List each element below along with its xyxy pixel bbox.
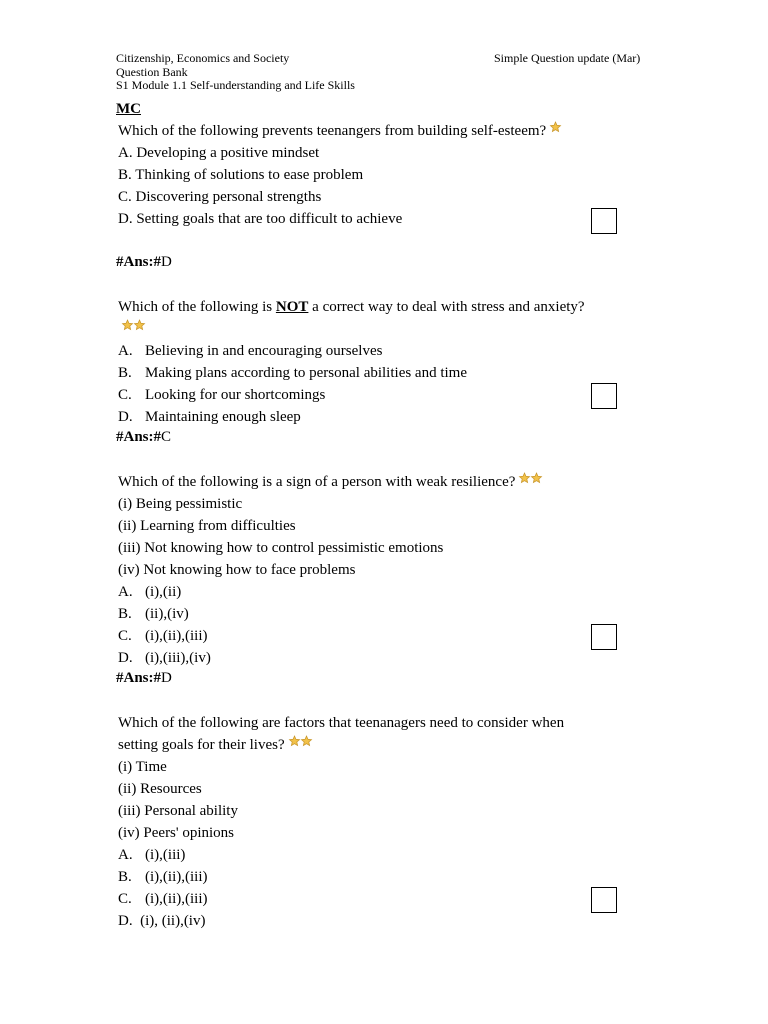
star-icon — [133, 319, 146, 331]
statement-iv: (iv) Peers' opinions — [118, 825, 235, 841]
answer-line — [116, 670, 172, 687]
section-title: MC — [116, 101, 141, 117]
answer-value: D — [161, 670, 172, 686]
answer-prefix: #Ans:# — [116, 254, 162, 270]
difficulty-stars — [288, 735, 312, 747]
star-icon — [549, 121, 562, 133]
difficulty-stars — [549, 121, 561, 133]
option-d: D. Maintaining enough sleep — [118, 409, 301, 425]
statement-ii: (ii) Learning from difficulties — [118, 518, 296, 534]
question-stem: Which of the following is NOT a correct way to deal with stress and anxiety? — [118, 296, 588, 340]
option-a: A. (i),(ii) — [118, 584, 182, 600]
question-stem: Which of the following is a sign of a person with weak resilience? — [118, 471, 588, 493]
answer-prefix: #Ans:# — [116, 670, 162, 686]
answer-prefix: #Ans:# — [116, 429, 162, 445]
option-b: B. Thinking of solutions to ease problem — [118, 167, 364, 183]
option-c: C. Discovering personal strengths — [118, 189, 322, 205]
question-1 — [118, 120, 588, 230]
option-c: C. (i),(ii),(iii) — [118, 891, 208, 907]
question-3 — [118, 471, 588, 669]
header-bank: Question Bank — [116, 64, 188, 79]
statement-i: (i) Time — [118, 759, 167, 775]
statement-iii: (iii) Personal ability — [118, 803, 238, 819]
document-header — [116, 52, 355, 93]
option-b: B. Making plans according to personal abilities and time — [118, 365, 468, 381]
option-a: A. Developing a positive mindset — [118, 145, 320, 161]
answer-value: C — [161, 429, 172, 445]
emphasis-not: NOT — [275, 299, 309, 315]
answer-checkbox[interactable] — [591, 208, 617, 234]
answer-line — [116, 429, 171, 446]
difficulty-stars — [518, 472, 542, 484]
option-a: A. Believing in and encouraging ourselves — [118, 343, 383, 359]
question-stem: Which of the following prevents teenangers from building self-esteem? — [118, 120, 588, 142]
statement-iv: (iv) Not knowing how to face problems — [118, 562, 356, 578]
header-module: S1 Module 1.1 Self-understanding and Life Skills — [116, 78, 355, 92]
question-2 — [118, 296, 588, 428]
header-subject: Citizenship, Economics and Society — [116, 51, 290, 65]
option-d: D. (i),(iii),(iv) — [118, 650, 211, 666]
statement-ii: (ii) Resources — [118, 781, 202, 797]
star-icon — [300, 735, 313, 747]
difficulty-stars — [121, 319, 145, 331]
answer-checkbox[interactable] — [591, 383, 617, 409]
option-c: C. Looking for our shortcomings — [118, 387, 326, 403]
option-b: B. (ii),(iv) — [118, 606, 189, 622]
answer-line — [116, 254, 172, 271]
answer-checkbox[interactable] — [591, 887, 617, 913]
statement-i: (i) Being pessimistic — [118, 496, 243, 512]
option-a: A. (i),(iii) — [118, 847, 186, 863]
question-4 — [118, 712, 588, 932]
option-d: D. (i), (ii),(iv) — [118, 913, 206, 929]
question-stem: Which of the following are factors that teenanagers need to consider when setting goals for their lives? — [118, 715, 565, 753]
option-c: C. (i),(ii),(iii) — [118, 628, 208, 644]
answer-value: D — [161, 254, 172, 270]
header-update: Simple Question update (Mar) — [494, 51, 641, 65]
option-d: D. Setting goals that are too difficult to achieve — [118, 211, 403, 227]
statement-iii: (iii) Not knowing how to control pessimistic emotions — [118, 540, 444, 556]
answer-checkbox[interactable] — [591, 624, 617, 650]
option-b: B. (i),(ii),(iii) — [118, 869, 208, 885]
star-icon — [530, 472, 543, 484]
